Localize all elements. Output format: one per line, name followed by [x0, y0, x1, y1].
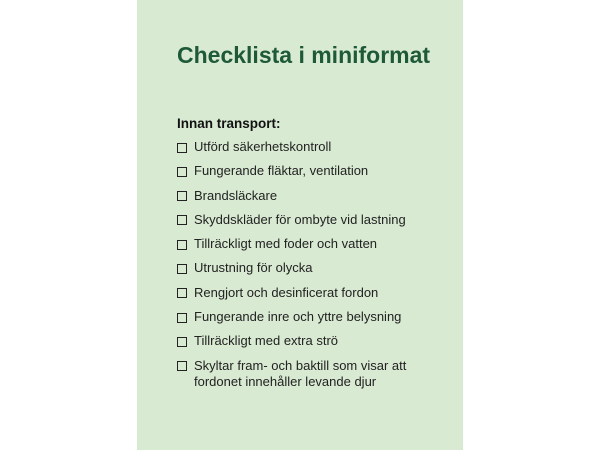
checklist-item [177, 188, 447, 205]
section-heading: Innan transport: [177, 116, 281, 131]
checkbox[interactable] [177, 361, 187, 371]
checklist-item-label: Rengjort och desinficerat fordon [194, 284, 379, 300]
checkbox[interactable] [177, 191, 187, 201]
checklist-item [177, 139, 447, 156]
checklist-item [177, 309, 447, 326]
checklist-item-label: Fungerande fläktar, ventilation [194, 163, 369, 179]
checkbox[interactable] [177, 264, 187, 274]
checklist-item-label: Tillräckligt med foder och vatten [194, 236, 378, 252]
checkbox[interactable] [177, 215, 187, 225]
checkbox[interactable] [177, 288, 187, 298]
checklist-item-label: Utrustning för olycka [194, 260, 313, 276]
checklist-card [137, 0, 463, 450]
checklist-item-label: Skyddskläder för ombyte vid lastning [194, 211, 406, 227]
checklist-item [177, 163, 447, 180]
checklist-item-label: Fungerande inre och yttre belysning [194, 308, 402, 324]
checklist-item [177, 212, 447, 229]
checkbox[interactable] [177, 143, 187, 153]
checklist-item [177, 333, 447, 350]
checkbox[interactable] [177, 240, 187, 250]
checklist-item [177, 236, 447, 253]
checklist [177, 139, 447, 398]
checklist-item-label: Tillräckligt med extra strö [194, 333, 338, 349]
checklist-item-label: Utförd säkerhetskontroll [194, 139, 332, 154]
checkbox[interactable] [177, 167, 187, 177]
checklist-item [177, 285, 447, 302]
checklist-item [177, 260, 447, 277]
checkbox[interactable] [177, 313, 187, 323]
checklist-item-label: Skyltar fram- och baktill som visar att fordonet innehåller levande djur [194, 357, 407, 390]
checklist-item-label: Brandsläckare [194, 187, 278, 203]
checklist-item [177, 358, 447, 391]
page-title: Checklista i miniformat [177, 42, 431, 68]
checkbox[interactable] [177, 337, 187, 347]
